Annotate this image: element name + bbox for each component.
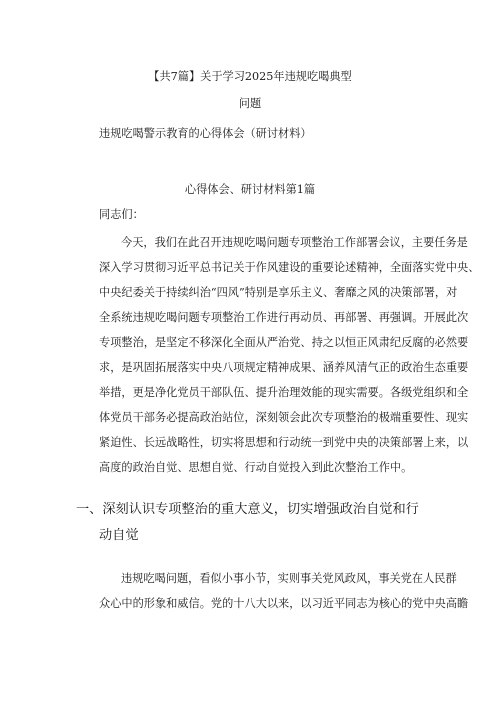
paragraph-line: 深入学习贯彻习近平总书记关于作风建设的重要论述精神，全面落实党中央、 [99, 261, 480, 274]
paragraph-line: 举措，更是净化党员干部队伍、提升治理效能的现实需要。各级党组织和全 [99, 386, 469, 399]
paragraph-line: 专项整治，是坚定不移深化全面从严治党、持之以恒正风肃纪反腐的必然要 [99, 336, 469, 349]
paragraph-line: 求，是巩固拓展落实中央八项规定精神成果、涵养风清气正的政治生态重要 [99, 361, 469, 374]
paragraph-line: 高度的政治自觉、思想自觉、行动自觉投入到此次整治工作中。 [99, 461, 413, 474]
paragraph-line: 今天，我们在此召开违规吃喝问题专项整治工作部署会议，主要任务是 [121, 236, 468, 249]
paragraph-line: 紧迫性、长远战略性，切实将思想和行动统一到党中央的决策部署上来，以 [99, 436, 469, 449]
section-heading-line-1: 一、深刻认识专项整治的重大意义，切实增强政治自觉和行 [76, 502, 419, 517]
paragraph-line: 违规吃喝问题，看似小事小节，实则事关党风政风，事关党在人民群 [121, 572, 457, 585]
paragraph-line: 中央纪委关于持续纠治“四风”特别是享乐主义、奢靡之风的决策部署，对 [99, 286, 458, 299]
section-heading-line-2: 动自觉 [99, 528, 139, 543]
paragraph-line: 众心中的形象和威信。党的十八大以来，以习近平同志为核心的党中央高瞻 [99, 597, 469, 610]
paragraph-line: 全系统违规吃喝问题专项整治工作进行再动员、再部署、再强调。开展此次 [99, 311, 469, 324]
document-title-line-1: 【共7篇】关于学习2025年违规吃喝典型 [148, 70, 352, 83]
salutation: 同志们： [99, 208, 144, 221]
document-subtitle: 违规吃喝警示教育的心得体会（研讨材料） [99, 127, 312, 140]
document-title-line-2: 问题 [238, 97, 262, 110]
paragraph-line: 体党员干部务必提高政治站位，深刻领会此次专项整治的极端重要性、现实 [99, 411, 469, 424]
section-title: 心得体会、研讨材料第1篇 [184, 183, 316, 196]
